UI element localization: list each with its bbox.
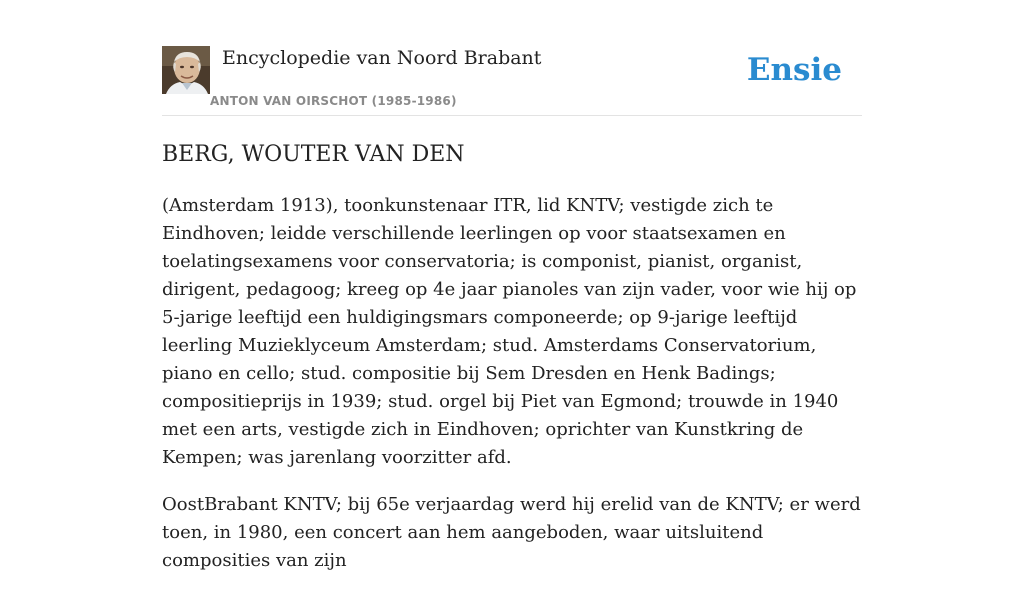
avatar[interactable] — [162, 46, 210, 94]
brand-logo[interactable]: Ensie — [746, 52, 842, 88]
article-paragraph: OostBrabant KNTV; bij 65e verjaardag werd hij erelid van de KNTV; er werd toen, in 1980, een concert aan hem aangeboden, waar uitsluitend composities van zijn — [162, 494, 861, 571]
site-name[interactable]: Encyclopedie van Noord Brabant — [222, 47, 542, 69]
header-divider — [162, 115, 862, 116]
article-paragraph: (Amsterdam 1913), toonkunstenaar ITR, lid KNTV; vestigde zich te Eindhoven; leidde verschillende leerlingen op voor staatsexamen en toelatingsexamens voor conservatoria; is componist, pianist, organist, dirigent, pedagoog; kreeg op 4e jaar pianoles van zijn vader, voor wie hij op 5-jarige leeftijd een huldigingsmars componeerde; op 9-jarige leeftijd leerling Muzieklyceum Amsterdam; stud. Amsterdams Conservatorium, piano en cello; stud. compositie bij Sem Dresden en Henk Badings; compositieprijs in 1939; stud. orgel bij Piet van Egmond; trouwde in 1940 met een arts, vestigde zich in Eindhoven; oprichter van Kunstkring de Kempen; was jarenlang voorzitter afd. — [162, 195, 857, 468]
author-name[interactable]: ANTON VAN OIRSCHOT (1985-1986) — [210, 94, 457, 108]
header — [162, 46, 862, 116]
author-portrait-icon — [162, 46, 210, 94]
article-title: BERG, WOUTER VAN DEN — [162, 142, 465, 167]
article-body — [162, 192, 862, 594]
